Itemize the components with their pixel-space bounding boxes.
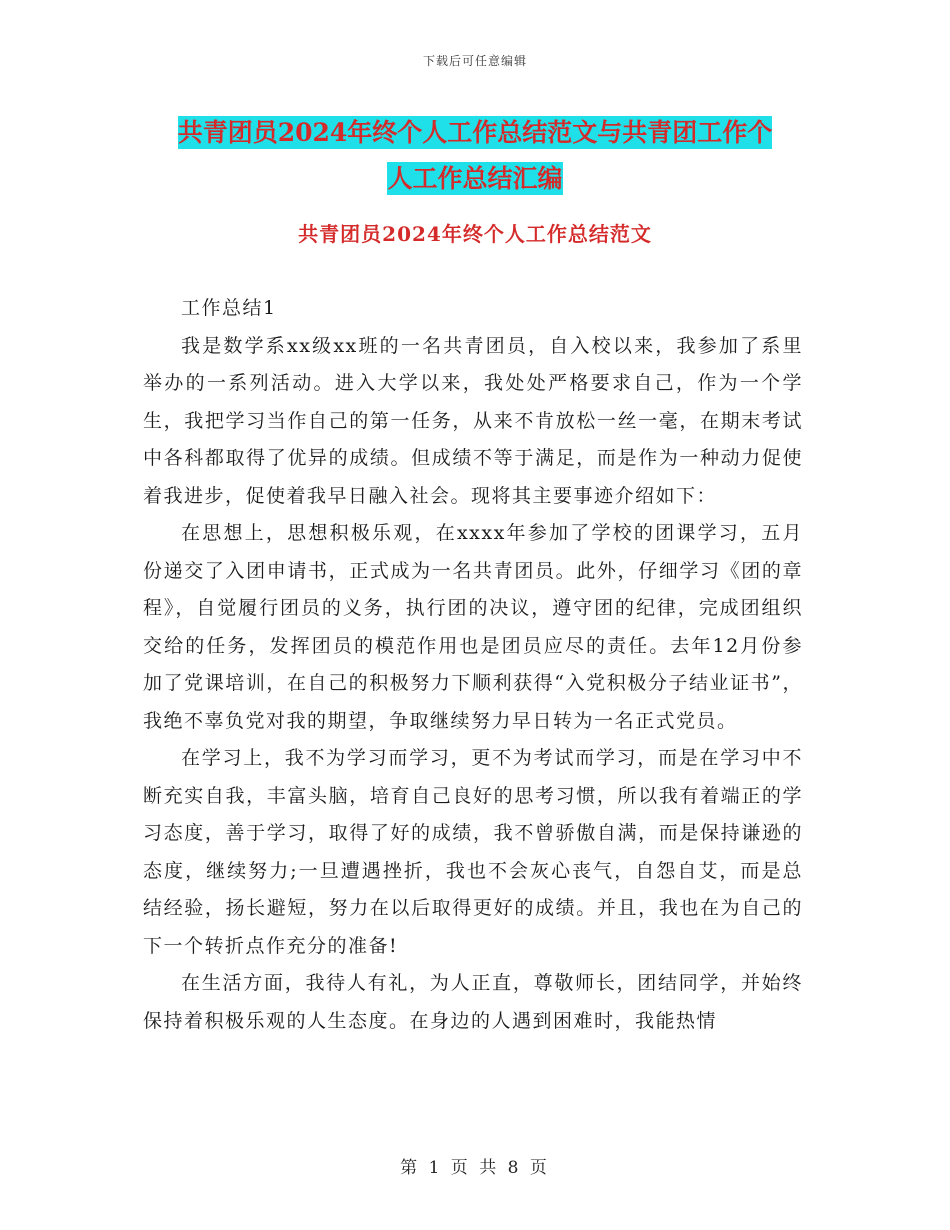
title-line-2: 人工作总结汇编	[387, 164, 563, 193]
paragraph: 在思想上，思想积极乐观，在xxxx年参加了学校的团课学习，五月份递交了入团申请书，正式成为一名共青团员。此外，仔细学习《团的章程》，自觉履行团员的义务，执行团的决议，遵守团的纪律，完成团组织交给的任务，发挥团员的模范作用也是团员应尽的责任。去年12月份参加了党课培训，在自己的积极努力下顺利获得“入党积极分子结业证书”，我绝不辜负党对我的期望，争取继续努力早日转为一名正式党员。	[143, 522, 803, 732]
document-body	[143, 290, 803, 1040]
section-label: 工作总结1	[181, 297, 277, 319]
header-note: 下载后可任意编辑	[422, 54, 527, 68]
paragraph: 在学习上，我不为学习而学习，更不为考试而学习，而是在学习中不断充实自我，丰富头脑，培育自己良好的思考习惯，所以我有着端正的学习态度，善于学习，取得了好的成绩，我不曾骄傲自满，而是保持谦逊的态度，继续努力;一旦遭遇挫折，我也不会灰心丧气，自怨自艾，而是总结经验，扬长避短，努力在以后取得更好的成绩。并且，我也在为自己的下一个转折点作充分的准备!	[143, 747, 803, 957]
paragraph: 在生活方面，我待人有礼，为人正直，尊敬师长，团结同学，并始终保持着积极乐观的人生态度。在身边的人遇到困难时，我能热情	[143, 972, 803, 1032]
paragraph: 我是数学系xx级xx班的一名共青团员，自入校以来，我参加了系里举办的一系列活动。进入大学以来，我处处严格要求自己，作为一个学生，我把学习当作自己的第一任务，从来不肯放松一丝一毫，在期末考试中各科都取得了优异的成绩。但成绩不等于满足，而是作为一种动力促使着我进步，促使着我早日融入社会。现将其主要事迹介绍如下：	[143, 334, 803, 507]
section-title: 共青团员2024年终个人工作总结范文	[298, 222, 652, 246]
title-line-1: 共青团员2024年终个人工作总结范文与共青团工作个	[177, 118, 773, 147]
document-title	[140, 110, 810, 202]
page-footer: 第 1 页 共 8 页	[400, 1158, 550, 1178]
